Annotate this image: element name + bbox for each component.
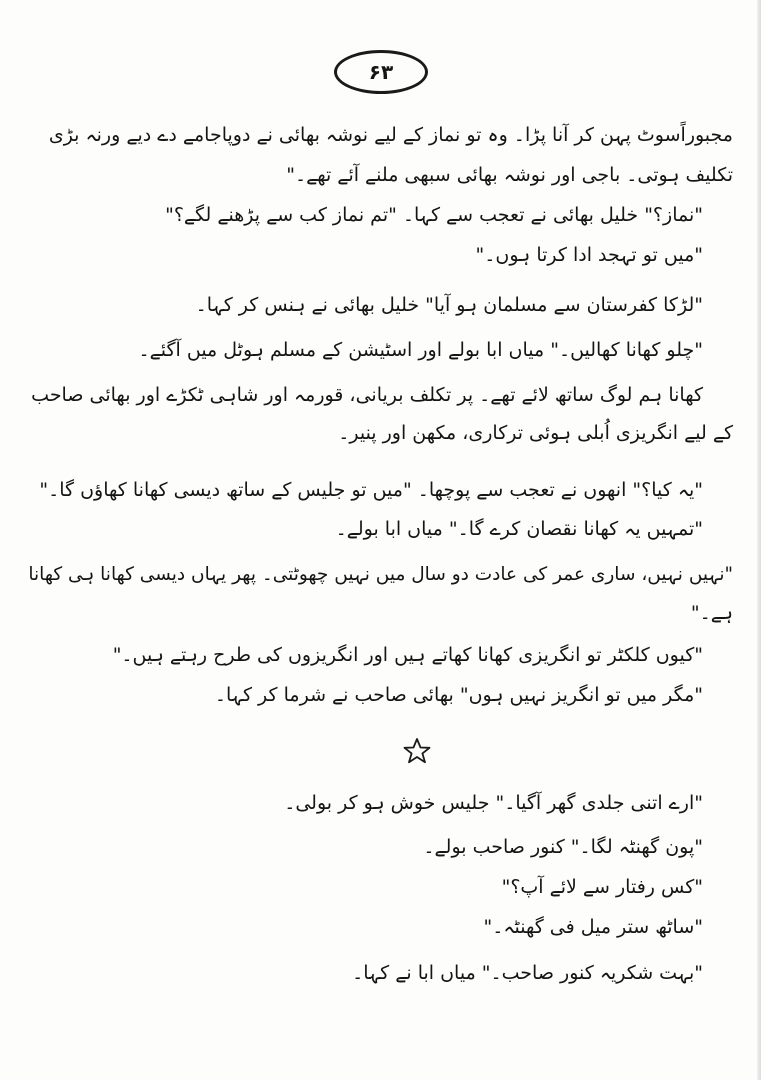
dialogue-line: "ساٹھ ستر میل فی گھنٹہ۔" <box>483 916 703 938</box>
dialogue-line: "کس رفتار سے لائے آپ؟" <box>501 876 703 898</box>
paragraph-line: "نہیں نہیں، ساری عمر کی عادت دو سال میں نہیں چھوٹتی۔ پھر یہاں دیسی کھانا ہی کھانا <box>28 564 733 585</box>
dialogue-line: "پون گھنٹہ لگا۔" کنور صاحب بولے۔ <box>423 836 703 858</box>
dialogue-line: "نماز؟" خلیل بھائی نے تعجب سے کہا۔ "تم نماز کب سے پڑھنے لگے؟" <box>165 204 703 226</box>
dialogue-line: "مگر میں تو انگریز نہیں ہوں" بھائی صاحب نے شرما کر کہا۔ <box>214 684 703 706</box>
paragraph-line: ہے۔" <box>690 602 733 624</box>
page-number: ۶۳ <box>368 60 394 84</box>
scan-edge <box>757 0 761 1080</box>
dialogue-line: "یہ کیا؟" انھوں نے تعجب سے پوچھا۔ "میں تو جلیس کے ساتھ دیسی کھانا کھاؤں گا۔" <box>39 479 703 501</box>
dialogue-line: "لڑکا کفرستان سے مسلمان ہو آیا" خلیل بھائی نے ہنس کر کہا۔ <box>195 294 703 316</box>
dialogue-line: "میں تو تہجد ادا کرتا ہوں۔" <box>475 244 703 266</box>
dialogue-line: "چلو کھانا کھالیں۔" میاں ابا بولے اور اسٹیشن کے مسلم ہوٹل میں آگئے۔ <box>138 339 703 361</box>
dialogue-line: "ارے اتنی جلدی گھر آگیا۔" جلیس خوش ہو کر بولی۔ <box>284 792 703 814</box>
paragraph-line: کھانا ہم لوگ ساتھ لائے تھے۔ پر تکلف بریانی، قورمہ اور شاہی ٹکڑے اور بھائی صاحب <box>31 384 703 406</box>
dialogue-line: "کیوں کلکٹر تو انگریزی کھانا کھاتے ہیں اور انگریزوں کی طرح رہتے ہیں۔" <box>112 644 703 666</box>
page-number-badge <box>334 50 428 94</box>
paragraph-line: تکلیف ہوتی۔ باجی اور نوشہ بھائی سبھی ملنے آئے تھے۔" <box>286 164 733 186</box>
paragraph-line: کے لیے انگریزی اُبلی ہوئی ترکاری، مکھن اور پنیر۔ <box>338 422 733 444</box>
star-outline-icon <box>402 736 432 766</box>
dialogue-line: "تمہیں یہ کھانا نقصان کرے گا۔" میاں ابا بولے۔ <box>335 518 703 540</box>
dialogue-line: "بہت شکریہ کنور صاحب۔" میاں ابا نے کہا۔ <box>352 962 703 984</box>
paragraph-line: مجبوراًسوٹ پہن کر آنا پڑا۔ وہ تو نماز کے لیے نوشہ بھائی نے دوپاجامے دے دیے ورنہ بڑی <box>48 124 733 146</box>
